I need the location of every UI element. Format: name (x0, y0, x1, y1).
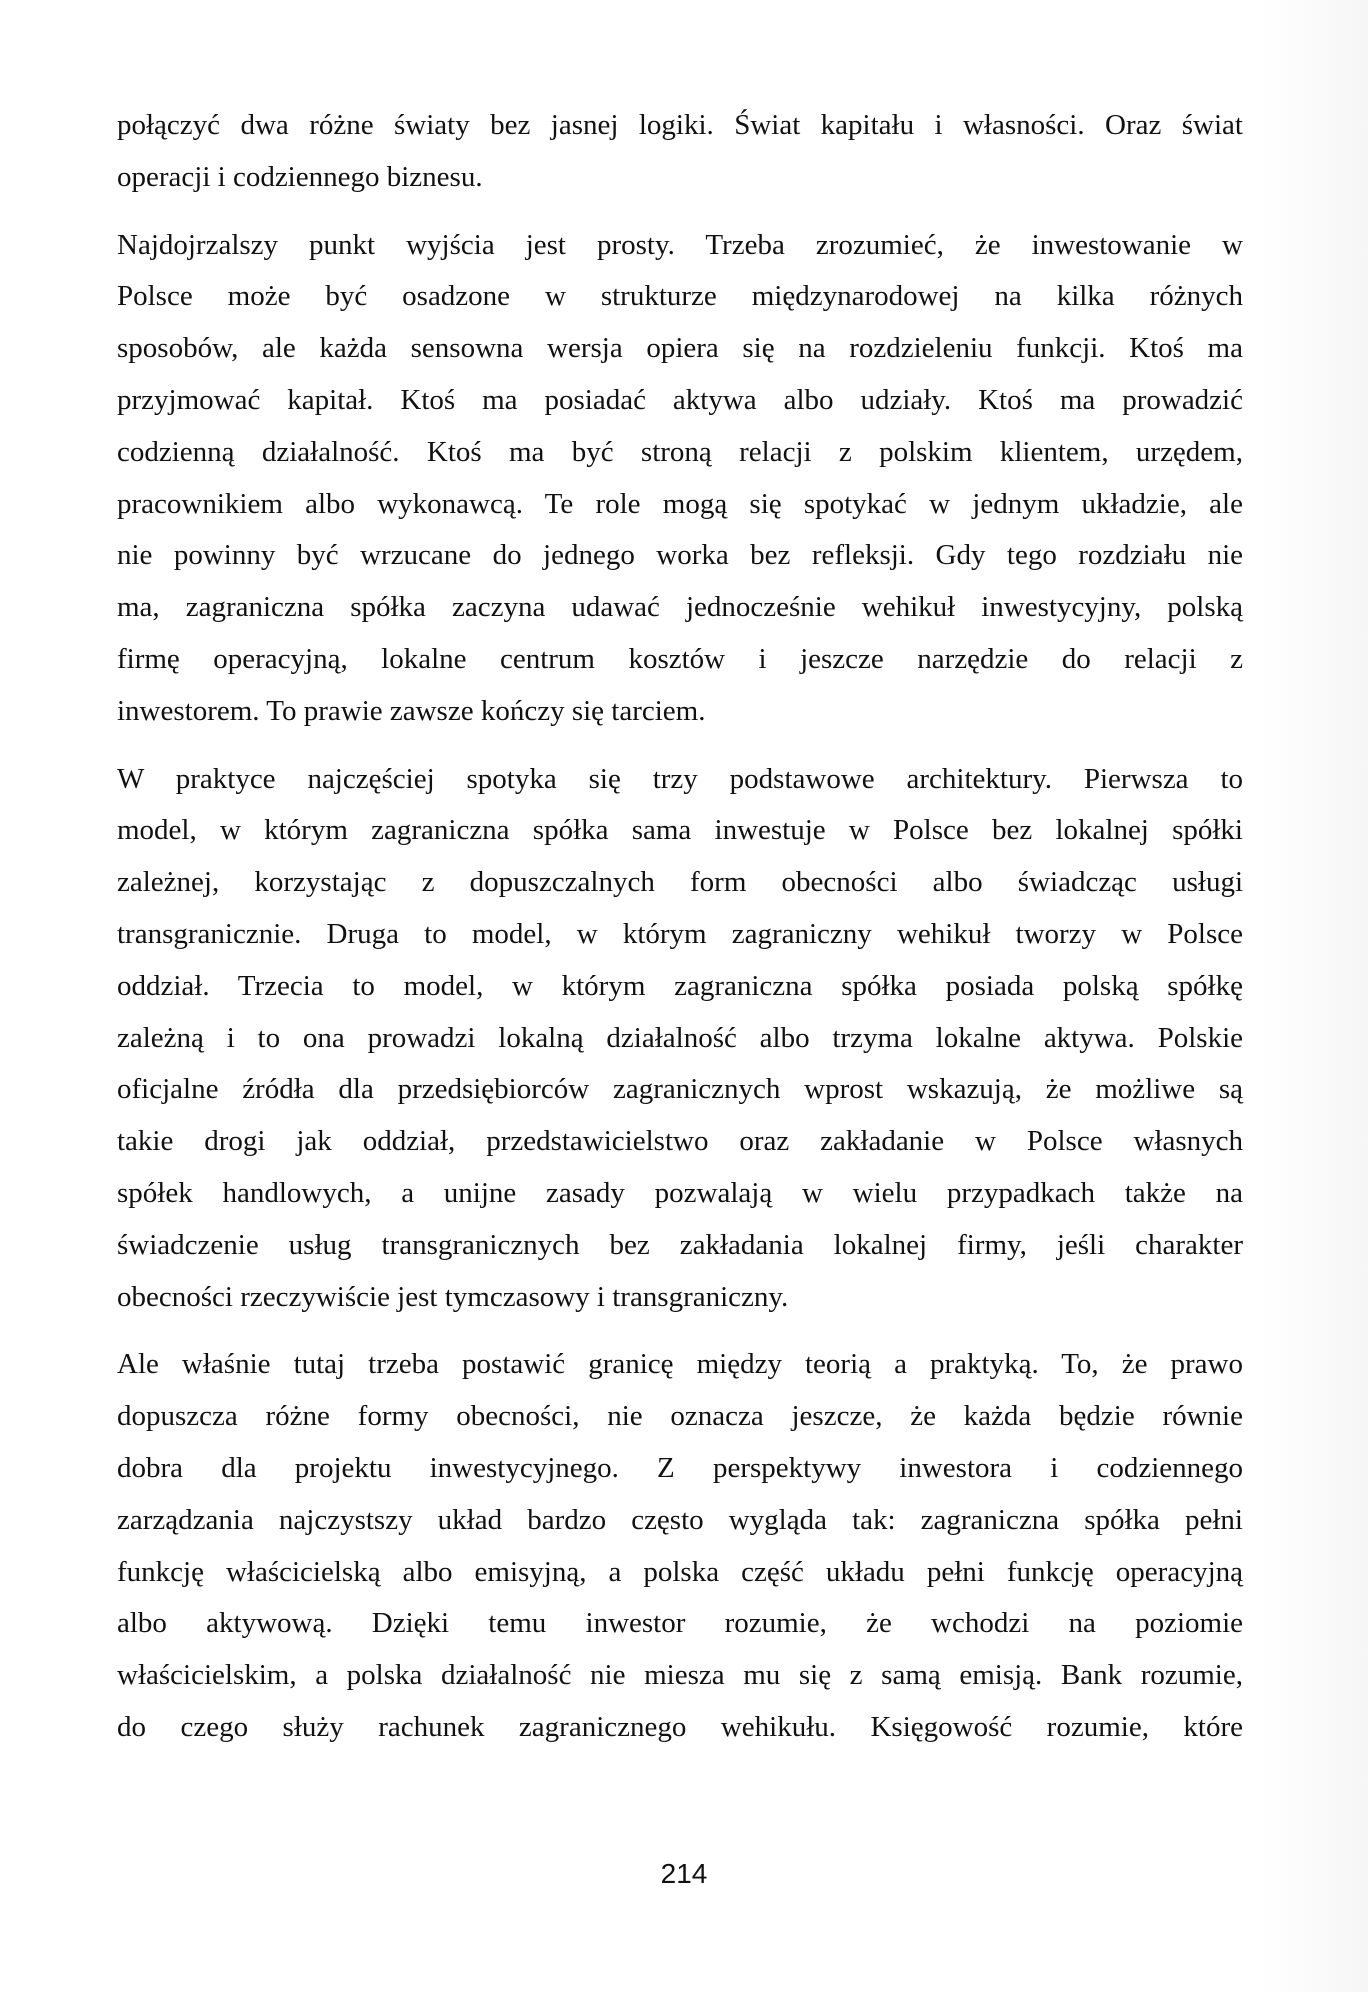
text-line: zależną i to ona prowadzi lokalną działalność albo trzyma lokalne aktywa. Polskie (117, 1021, 1243, 1054)
text-line: zależnej, korzystając z dopuszczalnych form obecności albo świadcząc usługi (117, 866, 1243, 899)
page-number: 214 (660, 1858, 708, 1889)
text-line: albo aktywową. Dzięki temu inwestor rozumie, że wchodzi na poziomie (117, 1607, 1243, 1640)
paragraph-1 (117, 100, 1243, 204)
text-line: dopuszcza różne formy obecności, nie oznacza jeszcze, że każda będzie równie (117, 1400, 1243, 1433)
text-line: Polsce może być osadzone w strukturze międzynarodowej na kilka różnych (117, 280, 1243, 313)
text-line: Ale właśnie tutaj trzeba postawić granicę między teorią a praktyką. To, że prawo (117, 1348, 1243, 1381)
text-line: przyjmować kapitał. Ktoś ma posiadać aktywa albo udziały. Ktoś ma prowadzić (117, 383, 1243, 416)
text-line: spółek handlowych, a unijne zasady pozwalają w wielu przypadkach także na (117, 1176, 1243, 1209)
text-line: zarządzania najczystszy układ bardzo często wygląda tak: zagraniczna spółka pełni (117, 1503, 1243, 1536)
text-line: dobra dla projektu inwestycyjnego. Z perspektywy inwestora i codziennego (117, 1451, 1243, 1484)
text-line: nie powinny być wrzucane do jednego worka bez refleksji. Gdy tego rozdziału nie (117, 539, 1243, 572)
text-line: firmę operacyjną, lokalne centrum kosztów i jeszcze narzędzie do relacji z (117, 642, 1243, 675)
text-line: Najdojrzalszy punkt wyjścia jest prosty. Trzeba zrozumieć, że inwestowanie w (117, 228, 1243, 261)
text-line: codzienną działalność. Ktoś ma być stroną relacji z polskim klientem, urzędem, (117, 435, 1243, 468)
text-line: model, w którym zagraniczna spółka sama inwestuje w Polsce bez lokalnej spółki (117, 814, 1243, 847)
text-line: transgranicznie. Druga to model, w którym zagraniczny wehikuł tworzy w Polsce (117, 917, 1243, 950)
text-line: operacji i codziennego biznesu. (117, 160, 483, 193)
text-line: do czego służy rachunek zagranicznego wehikułu. Księgowość rozumie, które (117, 1710, 1243, 1743)
text-line: świadczenie usług transgranicznych bez zakładania lokalnej firmy, jeśli charakter (117, 1228, 1243, 1261)
paragraph-3 (117, 754, 1243, 1324)
text-line: inwestorem. To prawie zawsze kończy się tarciem. (117, 694, 706, 727)
text-line: sposobów, ale każda sensowna wersja opiera się na rozdzieleniu funkcji. Ktoś ma (117, 332, 1243, 365)
text-line: funkcję właścicielską albo emisyjną, a polska część układu pełni funkcję operacyjną (117, 1555, 1243, 1588)
text-line: pracownikiem albo wykonawcą. Te role mogą się spotykać w jednym układzie, ale (117, 487, 1243, 520)
text-line: ma, zagraniczna spółka zaczyna udawać jednocześnie wehikuł inwestycyjny, polską (117, 591, 1243, 624)
text-line: właścicielskim, a polska działalność nie miesza mu się z samą emisją. Bank rozumie, (117, 1659, 1243, 1692)
text-line: oficjalne źródła dla przedsiębiorców zagranicznych wprost wskazują, że możliwe są (117, 1073, 1243, 1106)
paragraph-4 (117, 1339, 1243, 1753)
paragraph-2 (117, 220, 1243, 738)
page-body (117, 100, 1243, 1770)
text-line: połączyć dwa różne światy bez jasnej logiki. Świat kapitału i własności. Oraz świat (117, 109, 1243, 141)
text-line: takie drogi jak oddział, przedstawicielstwo oraz zakładanie w Polsce własnych (117, 1125, 1243, 1158)
text-line: W praktyce najczęściej spotyka się trzy podstawowe architektury. Pierwsza to (117, 762, 1243, 795)
text-line: obecności rzeczywiście jest tymczasowy i transgraniczny. (117, 1280, 789, 1313)
text-line: oddział. Trzecia to model, w którym zagraniczna spółka posiada polską spółkę (117, 969, 1243, 1002)
